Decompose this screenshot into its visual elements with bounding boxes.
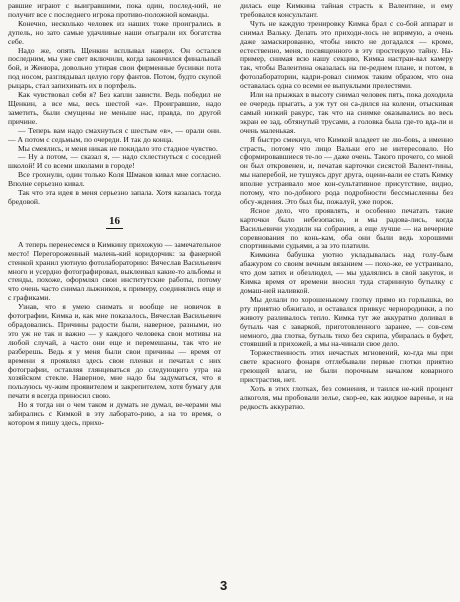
paragraph: — Ну а потом, — сказал я, — надо схлестнуться с соседней школой! И со всеми школами в городе! xyxy=(8,152,221,171)
paragraph: Так что эта идея в меня серьезно запала. Хотя казалась тогда бредовой. xyxy=(8,188,221,206)
paragraph: А теперь перенесемся в Кимкину прихожую — замечательное место! Перегороженный малень-кий коридорчик: за фанерной стенкой хранил уютную фотолабораторию: Вячеслав Васильевич много и усердно фотографировал, выклеивал какие-то альбомы и стенды, похоже, оформлял свои институтские работы, потому что очень часто снимал лыжников, к примеру, соединялись еще и с графиками. xyxy=(8,239,221,303)
paragraph: равшие играют с выигравшими, пока один, послед-ний, не получит все с последнего игрока противо-положной команды. xyxy=(8,1,221,19)
paragraph: дилась еще Кимкина тайная страсть к Валентине, и ему требовался консультант. xyxy=(240,1,453,19)
book-page xyxy=(8,2,454,592)
paragraph: Чуть не каждую тренировку Кимка брал с со-бой аппарат и снимал Вальку. Делать это приходи-лось не впрямую, а очень даже замаскированно, чтобы никто не догадался — кроме, естественно, меня, посвященного в эту простецкую тайну. На-пример, снимая всю нашу секцию, Кимка настраи-вал камеру так, чтобы Валентина оказалась на пе-реднем плане, и потом, в фотолаборатории, кадри-ровал снимок таким образом, что она оставалась одна со всеми ее выпуклыми прелестями. xyxy=(240,18,453,91)
paragraph: Хоть в этих глотках, без сомнения, и таился не-кий процент алкоголя, мы пробовали зелье, скор-ее, как жидкое варенье, и на редкость аккуратно. xyxy=(240,383,453,411)
paragraph: Или на прыжках в высоту снимал человек пять, пока доходила ее очередь прыгать, а уж тут он са-дился на колени, отыскивая самый низкий ракурс, так что на снимке оказывались во весь экран ее зад, обтянутый трусами, а головка была где-то вда-ли и очень маленькая. xyxy=(240,90,453,135)
chapter-number: 16 xyxy=(106,215,123,229)
paragraph: Надо же, опять Щенкин всплывал наверх. Он остался последним, мы уже свет включили, когда закончился финальный бой, и Женюра, довольно утирая свои фирменные бусинки пота под носом, разглядывал целую гору фантов. Потом, будто скупой рыцарь, стал запихивать их в портфель. xyxy=(8,45,221,91)
chapter-heading xyxy=(8,215,221,229)
paragraph: Как чувствовал себя я? Без капли зависти. Ведь победил не Щенкин, а все мы, весь шестой «а». Проигравшие, надо заметить, были смущены не меньше нас, правда, по другой причине. xyxy=(8,90,221,126)
paragraph: Конечно, несколько человек из наших тоже проигрались в дупель, но зато самые удачливые наши отыграли их богатства себе. xyxy=(8,18,221,46)
paragraph: — Теперь вам надо смахнуться с шестым «в», — орали они. — А потом с седьмым, по очереди. И так до конца. xyxy=(8,125,221,144)
paragraph: Узнав, что я умею снимать и вообще не новичок в фотографии, Кимка и, как мне показалось, Вячеслав Васильевич обрадовались. Причины радости были, наверное, разными, но это уж не так и важно — у каждого человека свои мотивы на любой случай, а часто они еще и перемешаны, так что не разберешь. Ведь я у меня были свои причины — время от времени я проявлял здесь свои пленки и печатал с них фотографии, оставляя глянцеваться до следующего утра на хозяйском стекле. Наверное, мне надо бы задуматься, что я пользуюсь чу-жим проявителем и закрепителем, хотя бумагу для печати я всегда приносил свою. xyxy=(8,302,221,401)
page-number: 3 xyxy=(220,578,228,593)
paragraph: Но я тогда ни о чем таком и думать не думал, ве-черами мы забирались с Кимкой в эту лаборато-рию, а на то время, о котором я пишу здесь, прихо- xyxy=(8,400,221,427)
paragraph: Ясное дело, что проявлять, и особенно печатать такие карточки было небезопасно, и мы радова-лись, когда Васильевичи уходили на собрания, а еще лучше — на вечерние соревнования по конь-кам, оба они были ведь хорошими спортивными судьями, а за это платили. xyxy=(240,205,453,251)
paragraph: Мы смеялись, и меня никак не покидало это стадное чувство. xyxy=(18,143,218,153)
paragraph: Кимкина бабушка уютно укладывалась над голу-бым абажуром со своим вечным вязанием — похо-же, ее устраивало, что дом затих и обезлюдел, — мы удалялись в свой закуток, и Кимка время от времени вносил туда старинную бутылку с домаш-ней наливкой. xyxy=(240,250,453,295)
paragraph: Мы делали по хорошенькому глотку прямо из горлышка, во рту приятно обжигало, и оставался привкус чернородинки, а по животу разливалось тепло. Кимка тут же аккуратно доливал в бутыль чая с заваркой, приготовленного заранее, — сов-сем немного, два глотка, бутыль тихо без скрипа, убиралась в буфет, стоявший в прихожей, а мы на-чинали свое дело. xyxy=(240,294,453,349)
paragraph: Я быстро смекнул, что Кимкой владеет не лю-бовь, а именно страсть, потому что лицо Вальки его не интересовало. Но сформировавшиеся те-ло — даже очень. Такого прочего, со мной он был откровенен, и, печатая карточки сисястой Валент-тины, мы наперебой, не тушуясь друг друга, оцени-вали ее стать Кимку вполне устраивало мое кон-сультативное присутствие, видно, потому, что по-добного рода подробности бессмысленны без обсу-ждения. Это был бы, пожалуй, уже порок. xyxy=(240,134,453,206)
paragraph: Все грохнули, один только Коля Шмаков кивал мне согласно. Вполне серьезно кивал. xyxy=(8,170,221,189)
left-column xyxy=(8,2,221,428)
right-column xyxy=(240,2,453,412)
paragraph: Торжественность этих нечастых мгновений, ко-гда мы при свете красного фонаря отглебывали первые глотки приятно греющей влаги, не были порочным началом коварного пристрастия, нет. xyxy=(240,348,453,385)
